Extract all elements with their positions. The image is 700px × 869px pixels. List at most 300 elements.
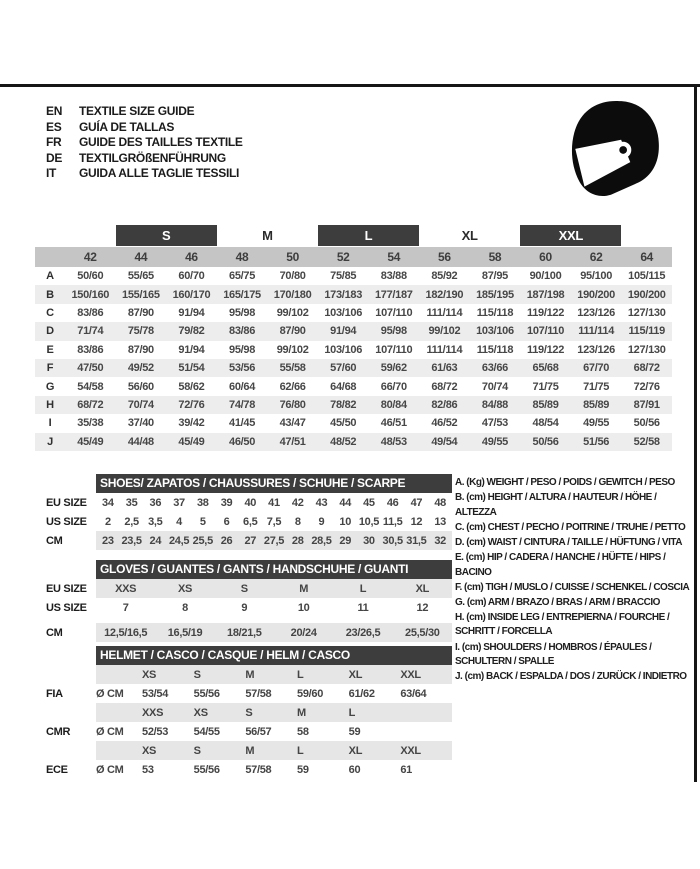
size-value-cell: 53/56	[229, 362, 256, 375]
textile-size-table	[35, 225, 672, 451]
size-value-cell: 48/53	[380, 435, 407, 448]
standard-label: ECE	[46, 763, 68, 776]
glove-size-cell: 23/26,5	[345, 626, 381, 639]
size-value-cell: 57/60	[330, 362, 357, 375]
size-value-cell: 61/63	[431, 362, 458, 375]
glove-size-cell: 9	[241, 601, 248, 614]
shoe-size-cell: 48	[434, 496, 446, 509]
size-value-cell: 107/110	[527, 325, 565, 338]
helmet-size-label: S	[193, 744, 201, 757]
size-value-cell: 119/122	[527, 306, 565, 319]
size-value-cell: 107/110	[375, 343, 413, 356]
row-letter: D	[46, 325, 54, 338]
size-cells	[96, 531, 452, 550]
size-value-cell: 48/54	[532, 417, 559, 430]
size-value-cell: 105/115	[628, 270, 666, 283]
size-value-cell: 54/58	[77, 380, 104, 393]
shoe-size-cell: 42	[291, 496, 304, 509]
helmet-size-label: XL	[348, 744, 363, 757]
size-value-cell: 155/165	[122, 288, 160, 301]
helmet-values	[96, 722, 452, 741]
numeric-size-header: 46	[185, 250, 198, 264]
shoe-size-cell: 8	[294, 515, 301, 528]
numeric-size-header: 42	[83, 250, 97, 264]
shoe-size-cell: 7,5	[266, 515, 282, 528]
shoe-size-cell: 26	[220, 534, 233, 547]
shoe-size-cell: 38	[196, 496, 209, 509]
size-value-cell: 70/74	[481, 380, 508, 393]
row-label: CM	[46, 534, 63, 547]
helmet-size-value: 59	[297, 763, 309, 776]
helmet-size-value: 55/56	[193, 687, 220, 700]
shoe-size-cell: 23,5	[121, 534, 142, 547]
helmet-size-value: 55/56	[193, 763, 220, 776]
size-value-cell: 47/50	[77, 362, 104, 375]
size-value-cell: 127/130	[627, 343, 666, 356]
row-letter: C	[46, 306, 54, 319]
size-value-cell: 85/89	[532, 398, 559, 411]
glove-size-cell: M	[299, 582, 309, 595]
size-value-cell: 75/85	[330, 270, 357, 283]
helmet-size-value: 63/64	[400, 687, 427, 700]
standard-label: CMR	[46, 725, 71, 738]
textile-row	[35, 322, 672, 340]
size-value-cell: 35/38	[77, 417, 104, 430]
helmet-size-header-row	[46, 665, 452, 684]
shoe-size-cell: 30,5	[382, 534, 403, 547]
size-cells	[96, 579, 452, 598]
numeric-size-header: 56	[437, 250, 451, 264]
shoe-size-cell: 41	[268, 496, 280, 509]
size-value-cell: 70/74	[127, 398, 154, 411]
size-value-cell: 87/91	[633, 398, 660, 411]
shoe-size-cell: 23	[102, 534, 114, 547]
size-value-cell: 95/98	[229, 306, 256, 319]
size-value-cell: 83/88	[380, 270, 407, 283]
helmet-size-label: L	[297, 668, 304, 681]
size-cells	[96, 493, 452, 512]
shoe-size-cell: 5	[199, 515, 206, 528]
size-value-cell: 91/94	[178, 343, 205, 356]
shoe-size-cell: 28,5	[311, 534, 332, 547]
size-value-cell: 87/90	[127, 343, 154, 356]
row-letter: H	[46, 398, 54, 411]
helmet-size-value: 61	[400, 763, 412, 776]
size-value-cell: 68/72	[431, 380, 458, 393]
size-value-cell: 85/89	[583, 398, 610, 411]
size-value-cell: 111/114	[426, 343, 463, 356]
language-title-list	[46, 104, 243, 182]
size-value-cell: 83/86	[229, 325, 256, 338]
size-group-spacer	[621, 225, 672, 246]
size-value-cell: 150/160	[71, 288, 110, 301]
size-value-cell: 84/88	[481, 398, 508, 411]
legend-item: D. (cm) WAIST / CINTURA / TAILLE / HÜFTUNG / VITA	[455, 536, 682, 548]
size-value-cell: 45/50	[330, 417, 357, 430]
size-value-cell: 99/102	[276, 343, 309, 356]
language-row	[46, 166, 243, 182]
size-cells	[96, 512, 452, 531]
size-value-cell: 50/56	[633, 417, 660, 430]
size-value-cell: 160/170	[172, 288, 211, 301]
helmet-size-label: L	[348, 706, 356, 719]
size-value-cell: 87/95	[481, 270, 508, 283]
size-value-cell: 71/74	[77, 325, 104, 338]
size-value-cell: 48/52	[330, 435, 357, 448]
glove-size-cell: 12,5/16,5	[104, 626, 148, 639]
numeric-size-header: 60	[539, 250, 552, 264]
size-value-cell: 50/56	[532, 435, 559, 448]
size-value-cell: 115/119	[628, 325, 665, 338]
size-value-cell: 68/72	[77, 398, 104, 411]
shoe-size-cell: 36	[149, 496, 162, 509]
language-row	[46, 151, 243, 167]
numeric-size-header: 48	[235, 250, 249, 264]
shoe-size-cell: 45	[363, 496, 375, 509]
numeric-size-header: 64	[640, 250, 654, 264]
glove-size-cell: XS	[177, 582, 193, 595]
size-value-cell: 190/200	[627, 288, 666, 301]
helmet-values	[96, 684, 452, 703]
shoe-size-cell: 32	[434, 534, 446, 547]
size-value-cell: 60/64	[229, 380, 256, 393]
helmet-size-label: XS	[142, 744, 157, 757]
size-value-cell: 56/60	[127, 380, 154, 393]
measurement-legend	[455, 476, 697, 685]
gloves-size-table	[46, 560, 452, 642]
size-row	[46, 623, 452, 642]
helmet-size-label: S	[193, 668, 201, 681]
size-value-cell: 80/84	[380, 398, 407, 411]
size-cells	[96, 598, 452, 617]
size-value-cell: 46/50	[229, 435, 256, 448]
size-value-cell: 95/100	[580, 270, 613, 283]
size-group-l: L	[318, 225, 419, 246]
standard-label: FIA	[46, 687, 63, 700]
numeric-size-header: 52	[336, 250, 350, 264]
shoe-size-cell: 35	[125, 496, 138, 509]
textile-row	[35, 341, 672, 359]
size-value-cell: 107/110	[375, 306, 413, 319]
size-value-cell: 65/75	[229, 270, 256, 283]
size-value-cell: 103/106	[476, 325, 514, 338]
numeric-size-header: 54	[387, 250, 401, 264]
size-value-cell: 47/51	[279, 435, 306, 448]
glove-size-cell: 25,5/30	[405, 626, 440, 639]
helmet-size-headers	[96, 741, 452, 760]
gloves-table-title: GLOVES / GUANTES / GANTS / HANDSCHUHE / GUANTI	[96, 560, 452, 579]
legend-item: J. (cm) BACK / ESPALDA / DOS / ZURÜCK / INDIETRO	[455, 671, 687, 683]
size-value-cell: 63/66	[481, 362, 508, 375]
size-value-cell: 45/49	[178, 435, 205, 448]
legend-item: A. (Kg) WEIGHT / PESO / POIDS / GEWITCH / PESO	[455, 477, 675, 488]
size-value-cell: 95/98	[229, 343, 256, 356]
shoe-size-cell: 6,5	[243, 515, 258, 528]
textile-row	[35, 433, 672, 451]
size-value-cell: 70/80	[279, 270, 306, 283]
language-title: TEXTILGRÖßENFÜHRUNG	[79, 150, 226, 165]
helmet-size-value: 59/60	[297, 687, 324, 700]
size-value-cell: 71/75	[532, 380, 559, 393]
glove-size-cell: 8	[182, 601, 188, 614]
legend-item: B. (cm) HEIGHT / ALTURA / HAUTEUR / HÖHE / ALTEZZA	[455, 492, 657, 518]
size-value-cell: 74/78	[229, 398, 256, 411]
legend-item: C. (cm) CHEST / PECHO / POITRINE / TRUHE / PETTO	[455, 521, 686, 533]
helmet-value-row	[46, 684, 452, 703]
size-value-cell: 62/66	[279, 380, 306, 393]
size-value-cell: 46/51	[380, 417, 407, 430]
helmet-values	[96, 760, 452, 779]
row-letter: A	[46, 270, 54, 283]
shoes-table-title: SHOES/ ZAPATOS / CHAUSSURES / SCHUHE / SCARPE	[96, 474, 452, 493]
helmet-size-label: XXL	[400, 744, 421, 757]
row-letter: E	[46, 343, 54, 356]
size-value-cell: 49/55	[481, 435, 508, 448]
helmet-size-value: 58	[297, 725, 309, 738]
racing-helmet-icon	[568, 97, 662, 209]
helmet-size-label: XS	[142, 668, 157, 681]
size-value-cell: 72/76	[633, 380, 660, 393]
size-value-cell: 165/175	[223, 288, 261, 301]
frame-top-border	[0, 84, 700, 87]
language-row	[46, 120, 243, 136]
size-cells	[96, 623, 452, 642]
size-value-cell: 177/187	[374, 288, 413, 301]
helmet-size-headers	[96, 703, 452, 722]
row-letter: J	[47, 435, 53, 448]
size-value-cell: 91/94	[330, 325, 357, 338]
row-label: US SIZE	[46, 515, 87, 528]
size-value-cell: 64/68	[330, 380, 357, 393]
size-value-cell: 72/76	[178, 398, 205, 411]
diameter-unit-label: Ø CM	[96, 725, 124, 738]
textile-row	[35, 396, 672, 414]
helmet-size-header-row	[46, 741, 452, 760]
helmet-size-value: 61/62	[348, 687, 375, 700]
helmet-size-value: 53	[142, 763, 154, 776]
helmet-size-value: 60	[348, 763, 361, 776]
size-row	[46, 598, 452, 617]
size-row	[46, 493, 452, 512]
glove-size-cell: XL	[415, 582, 430, 595]
row-letter: B	[46, 288, 54, 301]
size-row	[46, 531, 452, 550]
size-value-cell: 68/72	[633, 362, 660, 375]
helmet-size-header-row	[46, 703, 452, 722]
helmet-size-label: L	[297, 744, 304, 757]
size-value-cell: 49/55	[583, 417, 610, 430]
language-row	[46, 104, 243, 120]
legend-item: G. (cm) ARM / BRAZO / BRAS / ARM / BRACCIO	[455, 596, 660, 608]
glove-size-cell: 12	[416, 601, 429, 614]
glove-size-cell: 7	[122, 601, 129, 614]
size-value-cell: 67/70	[583, 362, 610, 375]
textile-row	[35, 267, 672, 285]
size-value-cell: 82/86	[431, 398, 458, 411]
legend-item: E. (cm) HIP / CADERA / HANCHE / HÜFTE / HIPS / BACINO	[455, 551, 666, 578]
shoe-size-cell: 30	[363, 534, 375, 547]
size-group-xl: XL	[461, 228, 478, 243]
legend-item: I. (cm) SHOULDERS / HOMBROS / ÉPAULES / SCHULTERN / SPALLE	[455, 641, 652, 668]
language-code: EN	[46, 104, 63, 118]
shoe-size-cell: 9	[318, 515, 325, 528]
numeric-size-header: 50	[286, 250, 299, 264]
shoe-size-cell: 13	[434, 515, 446, 528]
size-value-cell: 66/70	[380, 380, 407, 393]
size-value-cell: 41/45	[229, 417, 256, 430]
size-group-spacer	[65, 225, 116, 246]
shoe-size-cell: 39	[220, 496, 233, 509]
size-value-cell: 99/102	[276, 306, 309, 319]
glove-size-cell: 20/24	[290, 626, 317, 639]
size-value-cell: 115/118	[476, 306, 514, 319]
row-label: US SIZE	[46, 601, 87, 614]
size-group-xxl: XXL	[520, 225, 621, 246]
size-value-cell: 59/62	[380, 362, 407, 375]
size-value-cell: 83/86	[77, 306, 104, 319]
size-value-cell: 173/183	[324, 288, 363, 301]
size-value-cell: 127/130	[627, 306, 666, 319]
size-value-cell: 75/78	[127, 325, 154, 338]
language-title: TEXTILE SIZE GUIDE	[79, 104, 195, 118]
textile-measurement-rows	[35, 267, 672, 451]
size-value-cell: 123/126	[577, 306, 615, 319]
helmet-size-value: 53/54	[142, 687, 169, 700]
glove-size-cell: XXS	[115, 582, 137, 595]
shoe-size-cell: 4	[176, 515, 182, 528]
shoe-size-cell: 3,5	[148, 515, 163, 528]
numeric-size-row	[35, 247, 672, 267]
shoe-size-cell: 40	[244, 496, 257, 509]
size-value-cell: 90/100	[529, 270, 562, 283]
row-label: EU SIZE	[46, 496, 87, 509]
language-code: FR	[46, 135, 62, 149]
size-value-cell: 55/58	[279, 362, 306, 375]
language-code: IT	[46, 166, 57, 180]
helmet-size-label: XL	[348, 668, 363, 681]
size-group-header-row	[35, 225, 672, 246]
size-group-m: M	[262, 228, 273, 243]
size-value-cell: 45/49	[77, 435, 104, 448]
language-title: GUIDA ALLE TAGLIE TESSILI	[79, 166, 240, 180]
size-value-cell: 43/47	[279, 417, 306, 430]
size-value-cell: 103/106	[324, 343, 363, 356]
textile-row	[35, 285, 672, 303]
numeric-size-header: 58	[488, 250, 502, 264]
shoe-size-cell: 46	[386, 496, 399, 509]
helmet-size-table	[46, 646, 452, 779]
size-value-cell: 71/75	[583, 380, 610, 393]
helmet-size-label: XXS	[142, 706, 164, 719]
shoe-size-cell: 2,5	[124, 515, 139, 528]
size-value-cell: 50/60	[77, 270, 104, 283]
size-value-cell: 170/180	[273, 288, 312, 301]
glove-size-cell: 10	[297, 601, 310, 614]
shoe-size-cell: 12	[410, 515, 423, 528]
helmet-size-value: 57/58	[245, 763, 272, 776]
shoe-size-cell: 10,5	[358, 515, 380, 528]
size-row	[46, 579, 452, 598]
language-code: DE	[46, 150, 63, 165]
diameter-unit-label: Ø CM	[96, 687, 124, 700]
size-value-cell: 99/102	[428, 325, 461, 338]
textile-row	[35, 414, 672, 432]
diameter-unit-label: Ø CM	[96, 763, 124, 776]
shoe-size-cell: 24,5	[168, 534, 190, 547]
language-row	[46, 135, 243, 151]
legend-item: H. (cm) INSIDE LEG / ENTREPIERNA / FOURCHE / SCHRITT / FORCELLA	[455, 611, 670, 638]
size-value-cell: 115/118	[476, 343, 514, 356]
glove-size-cell: 11	[357, 601, 369, 614]
size-value-cell: 187/198	[526, 288, 565, 301]
row-letter: F	[46, 362, 54, 375]
shoe-size-cell: 47	[410, 496, 423, 509]
size-value-cell: 47/53	[481, 417, 508, 430]
size-value-cell: 87/90	[279, 325, 306, 338]
size-value-cell: 185/195	[476, 288, 514, 301]
size-value-cell: 37/40	[127, 417, 154, 430]
size-value-cell: 51/56	[583, 435, 610, 448]
size-group-s: S	[116, 225, 217, 246]
glove-size-cell: 18/21,5	[227, 626, 262, 639]
glove-size-cell: S	[240, 582, 248, 595]
shoe-size-cell: 6	[223, 515, 230, 528]
size-value-cell: 52/58	[633, 435, 660, 448]
shoe-size-cell: 27,5	[263, 534, 285, 547]
size-value-cell: 78/82	[330, 398, 357, 411]
helmet-size-value: 57/58	[245, 687, 272, 700]
size-value-cell: 85/92	[431, 270, 458, 283]
textile-row	[35, 377, 672, 395]
helmet-size-value: 54/55	[193, 725, 220, 738]
size-value-cell: 46/52	[431, 417, 458, 430]
textile-row	[35, 359, 672, 377]
shoe-size-cell: 43	[315, 496, 328, 509]
size-value-cell: 119/122	[527, 343, 565, 356]
shoe-size-cell: 11,5	[382, 515, 403, 528]
size-value-cell: 49/52	[127, 362, 154, 375]
row-letter: G	[45, 380, 55, 393]
shoe-size-cell: 44	[339, 496, 352, 509]
numeric-size-header: 62	[589, 250, 603, 264]
language-title: GUIDE DES TAILLES TEXTILE	[79, 135, 243, 149]
shoe-size-cell: 29	[339, 534, 352, 547]
shoe-size-cell: 24	[149, 534, 162, 547]
shoe-size-cell: 34	[102, 496, 114, 509]
helmet-size-value: 52/53	[142, 725, 169, 738]
size-value-cell: 55/65	[127, 270, 154, 283]
size-value-cell: 49/54	[431, 435, 458, 448]
shoe-size-cell: 37	[173, 496, 185, 509]
helmet-size-headers	[96, 665, 452, 684]
row-label: EU SIZE	[46, 582, 87, 595]
shoe-size-cell: 28	[291, 534, 304, 547]
helmet-size-label: S	[245, 706, 253, 719]
glove-size-cell: 16,5/19	[167, 626, 203, 639]
size-value-cell: 51/54	[178, 362, 205, 375]
size-value-cell: 65/68	[532, 362, 559, 375]
helmet-value-row	[46, 722, 452, 741]
numeric-size-header: 44	[134, 250, 148, 264]
size-value-cell: 111/114	[578, 325, 615, 338]
textile-row	[35, 304, 672, 322]
size-value-cell: 95/98	[380, 325, 407, 338]
shoe-size-cell: 10	[339, 515, 352, 528]
language-code: ES	[46, 119, 62, 134]
helmet-value-row	[46, 760, 452, 779]
size-value-cell: 182/190	[425, 288, 464, 301]
size-value-cell: 79/82	[178, 325, 205, 338]
